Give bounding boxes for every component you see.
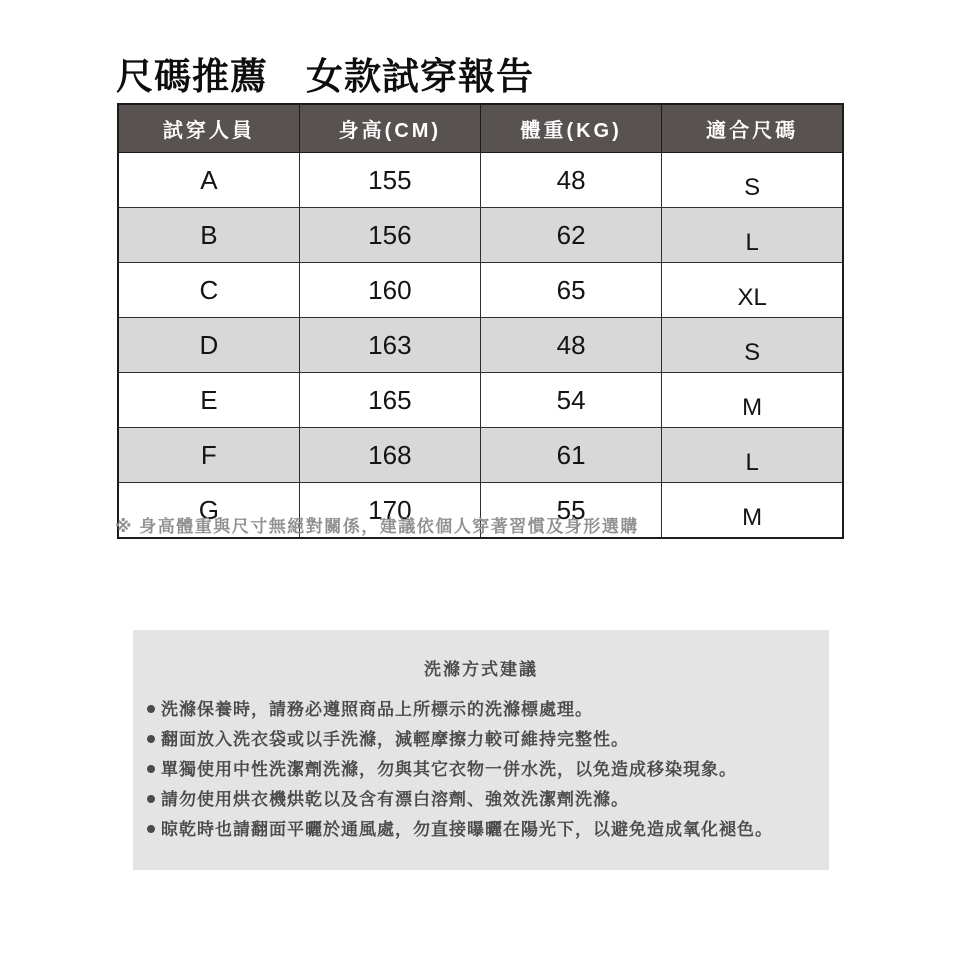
cell-size: M: [662, 483, 843, 539]
cell-person: F: [118, 428, 299, 483]
header-weight: 體重(KG): [481, 104, 662, 153]
cell-weight: 62: [481, 208, 662, 263]
cell-height: 160: [299, 263, 480, 318]
care-list-item: 請勿使用烘衣機烘乾以及含有漂白溶劑、強效洗潔劑洗滌。: [147, 791, 815, 809]
cell-height: 170: [299, 483, 480, 539]
table-row: [118, 373, 843, 428]
care-list-item: 翻面放入洗衣袋或以手洗滌，減輕摩擦力較可維持完整性。: [147, 731, 815, 749]
cell-weight: 48: [481, 318, 662, 373]
cell-height: 155: [299, 153, 480, 208]
care-list-item: 洗滌保養時，請務必遵照商品上所標示的洗滌標處理。: [147, 701, 815, 719]
header-height: 身高(CM): [299, 104, 480, 153]
cell-height: 163: [299, 318, 480, 373]
table-header: [118, 104, 843, 153]
cell-size: XL: [662, 263, 843, 318]
washing-instructions-title: 洗滌方式建議: [424, 660, 538, 679]
cell-height: 165: [299, 373, 480, 428]
cell-weight: 48: [481, 153, 662, 208]
sizing-disclaimer-note: ※ 身高體重與尺寸無絕對關係，建議依個人穿著習慣及身形選購: [115, 517, 639, 536]
cell-size: S: [662, 153, 843, 208]
page-title: 尺碼推薦 女款試穿報告: [116, 56, 534, 97]
washing-instructions-box: [133, 630, 829, 870]
cell-person: C: [118, 263, 299, 318]
cell-size: S: [662, 318, 843, 373]
care-list-item: 單獨使用中性洗潔劑洗滌，勿與其它衣物一併水洗，以免造成移染現象。: [147, 761, 815, 779]
cell-size: L: [662, 208, 843, 263]
cell-person: D: [118, 318, 299, 373]
cell-person: B: [118, 208, 299, 263]
table-row: [118, 428, 843, 483]
table-row: [118, 153, 843, 208]
cell-weight: 54: [481, 373, 662, 428]
cell-person: G: [118, 483, 299, 539]
header-size: 適合尺碼: [662, 104, 843, 153]
cell-size: M: [662, 373, 843, 428]
table-row: [118, 318, 843, 373]
cell-weight: 55: [481, 483, 662, 539]
cell-person: E: [118, 373, 299, 428]
care-list-item: 晾乾時也請翻面平曬於通風處，勿直接曝曬在陽光下，以避免造成氧化褪色。: [147, 821, 815, 839]
table-row: [118, 208, 843, 263]
table-row: [118, 263, 843, 318]
cell-person: A: [118, 153, 299, 208]
fitting-report-table: [117, 103, 844, 539]
cell-weight: 65: [481, 263, 662, 318]
header-person: 試穿人員: [118, 104, 299, 153]
cell-size: L: [662, 428, 843, 483]
cell-weight: 61: [481, 428, 662, 483]
cell-height: 156: [299, 208, 480, 263]
cell-height: 168: [299, 428, 480, 483]
table-header-row: [118, 104, 843, 153]
washing-instructions-list: [133, 701, 829, 839]
